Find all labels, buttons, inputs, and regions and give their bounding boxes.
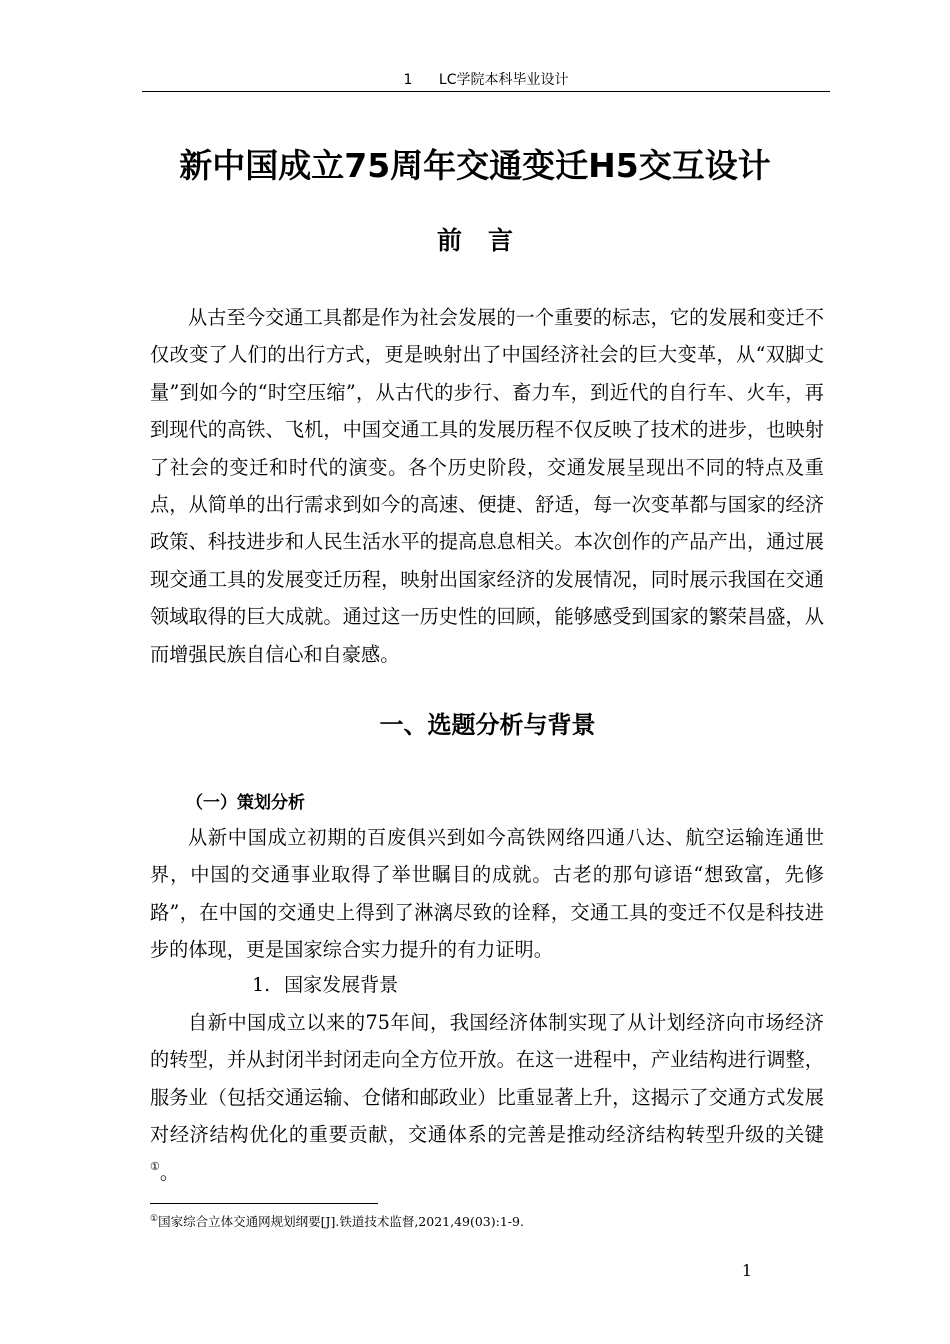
paragraph-end-punctuation: 。 <box>159 1160 180 1184</box>
footnote-mark: ① <box>150 1214 159 1224</box>
national-background-paragraph <box>150 1004 824 1191</box>
document-title: 新中国成立75周年交通变迁H5交互设计 <box>179 146 771 185</box>
footnote <box>150 1213 830 1231</box>
section-heading: 一、选题分析与背景 <box>379 711 596 739</box>
national-background-text: 自新中国成立以来的75年间，我国经济体制实现了从计划经济向市场经济的转型，并从封闭半封闭走向全方位开放。在这一进程中，产业结构进行调整，服务业（包括交通运输、仓储和邮政业）比重显著上升，这揭示了交通方式发展对经济结构优化的重要贡献，交通体系的完善是推动经济结构转型升级的关键 <box>150 1011 824 1147</box>
list-item-number: 1. <box>252 974 271 996</box>
list-item-heading <box>252 967 398 1003</box>
footnote-rule <box>150 1203 378 1204</box>
footnote-text: 国家综合立体交通网规划纲要[J].铁道技术监督,2021,49(03):1-9. <box>158 1214 524 1229</box>
header-rule <box>142 91 830 92</box>
preface-paragraph: 从古至今交通工具都是作为社会发展的一个重要的标志，它的发展和变迁不仅改变了人们的出行方式，更是映射出了中国经济社会的巨大变革，从“双脚丈量”到如今的“时空压缩”，从古代的步行、畜力车，到近代的自行车、火车，再到现代的高铁、飞机，中国交通工具的发展历程不仅反映了技术的进步，也映射了社会的变迁和时代的演变。各个历史阶段，交通发展呈现出不同的特点及重点，从简单的出行需求到如今的高速、便捷、舒适，每一次变革都与国家的经济政策、科技进步和人民生活水平的提高息息相关。本次创作的产品产出，通过展现交通工具的发展变迁历程，映射出国家经济的发展情况，同时展示我国在交通领域取得的巨大成就。通过这一历史性的回顾，能够感受到国家的繁荣昌盛，从而增强民族自信心和自豪感。 <box>150 306 824 666</box>
planning-analysis-paragraph: 从新中国成立初期的百废俱兴到如今高铁网络四通八达、航空运输连通世界，中国的交通事业取得了举世瞩目的成就。古老的那句谚语“想致富，先修路”，在中国的交通史上得到了淋漓尽致的诠释，交通工具的变迁不仅是科技进步的体现，更是国家综合实力提升的有力证明。 <box>150 826 824 962</box>
running-header <box>142 70 830 91</box>
subsection-heading: （一）策划分析 <box>186 793 305 813</box>
header-page-number: 1 <box>403 72 413 88</box>
header-text: LC学院本科毕业设计 <box>438 72 569 88</box>
list-item-title: 国家发展背景 <box>284 974 399 996</box>
preface-heading: 前言 <box>436 226 539 255</box>
page-number: 1 <box>741 1261 752 1280</box>
footnote-reference[interactable]: ① <box>150 1159 160 1173</box>
